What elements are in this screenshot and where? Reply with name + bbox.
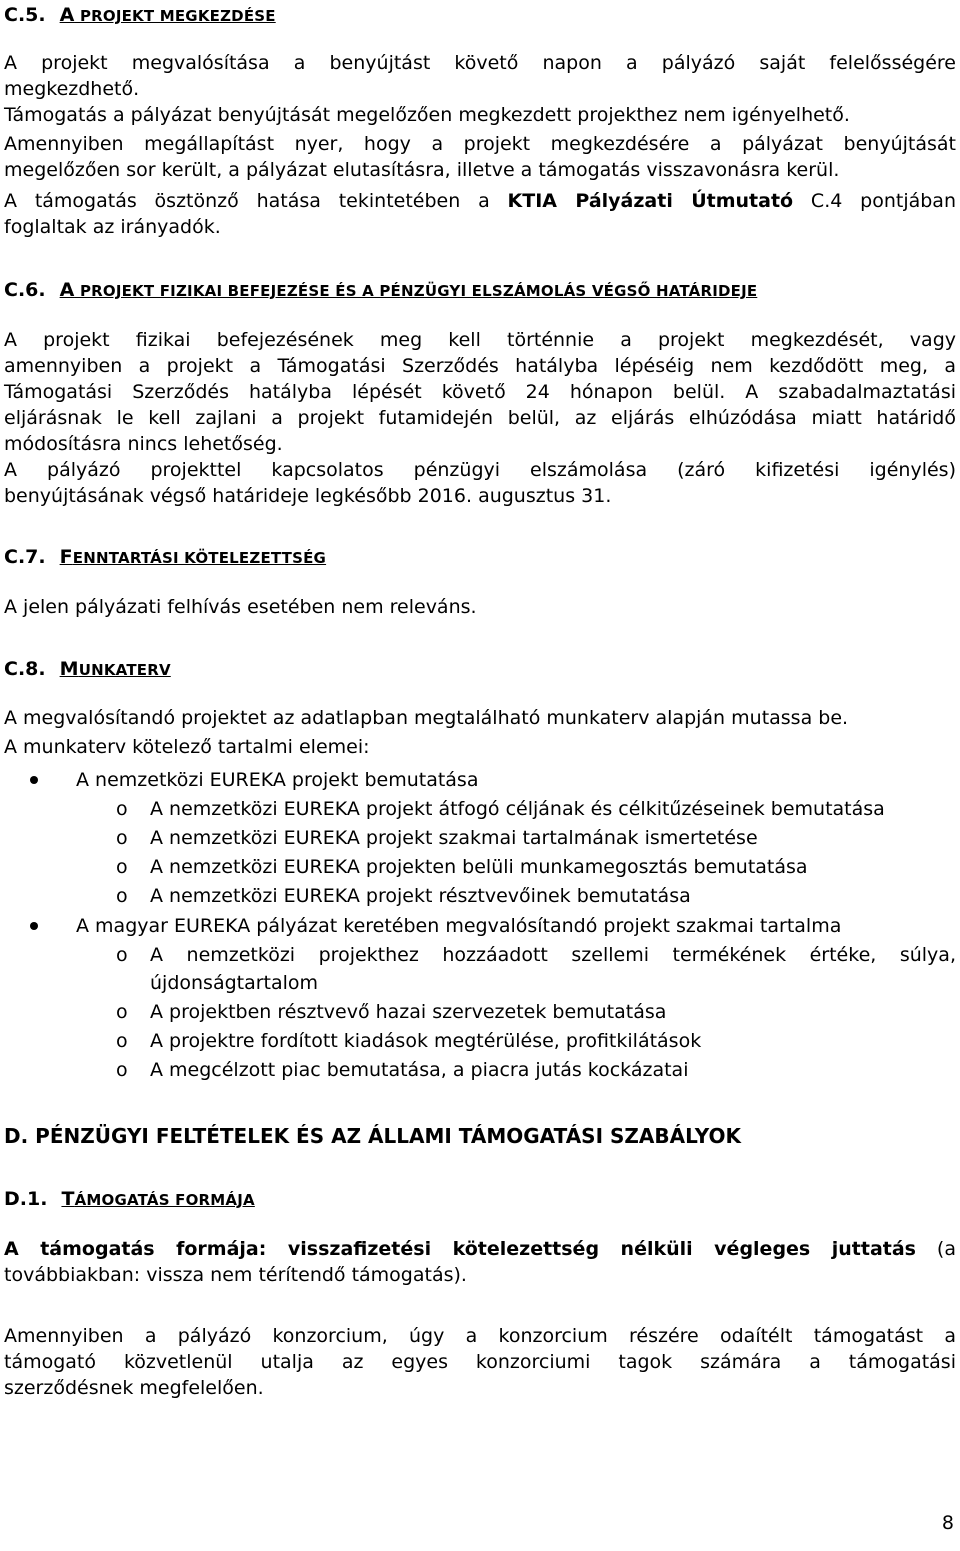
sub-list-item: o A nemzetközi EUREKA projekten belüli munkamegosztás bemutatása [4, 853, 956, 881]
paragraph: Amennyiben a pályázó konzorcium, úgy a konzorcium részére odaítélt támogatást a támogató közvetlenül utalja az egyes konzorciumi tagok számára a támogatási szerződésnek megfelelően. [4, 1325, 956, 1399]
list-item: A magyar EUREKA pályázat keretében megvalósítandó projekt szakmai tartalma [4, 912, 956, 940]
section-heading-c8 [4, 658, 171, 680]
sub-bullet-icon: o [116, 856, 128, 878]
section-title: A PROJEKT FIZIKAI BEFEJEZÉSE ÉS A PÉNZÜGYI ELSZÁMOLÁS VÉGSŐ HATÁRIDEJE [59, 279, 758, 301]
paragraph: A támogatás ösztönző hatása tekintetében a KTIA Pályázati Útmutató C.4 pontjában foglaltak az irányadók. [4, 190, 956, 238]
list-item: A nemzetközi EUREKA projekt bemutatása [4, 766, 956, 794]
section-heading-d1 [4, 1188, 255, 1210]
sub-bullet-icon: o [116, 1030, 128, 1052]
sub-list-item: o A nemzetközi EUREKA projekt résztvevőinek bemutatása [4, 882, 956, 910]
section-number: C.6. [4, 279, 46, 301]
sub-bullet-icon: o [116, 798, 128, 820]
sub-list-item: o A projektre fordított kiadások megtérülése, profitkilátások [4, 1027, 956, 1055]
guide-reference: KTIA Pályázati Útmutató [507, 190, 794, 212]
section-number: C.7. [4, 546, 46, 568]
section-title: TÁMOGATÁS FORMÁJA [61, 1188, 255, 1210]
page-number: 8 [941, 1512, 954, 1534]
section-number: C.5. [4, 4, 46, 26]
sub-bullet-icon: o [116, 1059, 128, 1081]
paragraph: A pályázó projekttel kapcsolatos pénzügyi elszámolása (záró kifizetési igénylés) benyújtásának végső határideje legkésőbb 2016. augusztus 31. [4, 459, 956, 507]
bullet-icon [30, 776, 38, 784]
paragraph: A projekt fizikai befejezésének meg kell történnie a projekt megkezdését, vagy amennyiben a projekt a Támogatási Szerződés hatályba lépéséig nem kezdődött meg, a Támogatási Szerződés hatályba lépését követő 24 hónapon belül. A szabadalmaztatási eljárásnak le kell zajlani a projekt futamidején belül, az eljárás elhúzódása miatt határidő módosításra nincs lehetőség. [4, 329, 956, 455]
sub-bullet-icon: o [116, 1001, 128, 1023]
chapter-heading-d: D. PÉNZÜGYI FELTÉTELEK ÉS AZ ÁLLAMI TÁMOGATÁSI SZABÁLYOK [4, 1124, 741, 1148]
sub-bullet-icon: o [116, 885, 128, 907]
paragraph: A megvalósítandó projektet az adatlapban megtalálható munkaterv alapján mutassa be. [4, 707, 849, 729]
paragraph: Támogatás a pályázat benyújtását megelőzően megkezdett projekthez nem igényelhető. [4, 104, 850, 126]
paragraph: A projekt megvalósítása a benyújtást követő napon a pályázó saját felelősségére megkezdhető. [4, 52, 956, 100]
section-heading-c6 [4, 279, 757, 301]
sub-list-item: o A nemzetközi EUREKA projekt szakmai tartalmának ismertetése [4, 824, 956, 852]
section-number: D.1. [4, 1188, 48, 1210]
sub-list-item: o A megcélzott piac bemutatása, a piacra jutás kockázatai [4, 1056, 956, 1084]
section-heading-c7 [4, 546, 326, 568]
paragraph: A támogatás formája: visszafizetési kötelezettség nélküli végleges juttatás (a továbbiakban: vissza nem térítendő támogatás). [4, 1238, 956, 1286]
paragraph: A jelen pályázati felhívás esetében nem releváns. [4, 596, 477, 618]
paragraph: Amennyiben megállapítást nyer, hogy a projekt megkezdésére a pályázat benyújtását megelőzően sor került, a pályázat elutasításra, illetve a támogatás visszavonásra kerül. [4, 133, 956, 181]
section-title: FENNTARTÁSI KÖTELEZETTSÉG [59, 546, 327, 568]
section-heading-c5 [4, 4, 276, 26]
section-number: C.8. [4, 658, 46, 680]
paragraph: A munkaterv kötelező tartalmi elemei: [4, 736, 370, 758]
sub-bullet-icon: o [116, 827, 128, 849]
section-title: MUNKATERV [59, 658, 171, 680]
bullet-icon [30, 922, 38, 930]
sub-list-item: o A nemzetközi projekthez hozzáadott szellemi termékének értéke, súlya, újdonságtartalom [4, 941, 956, 997]
sub-list-item: o A projektben résztvevő hazai szervezetek bemutatása [4, 998, 956, 1026]
sub-bullet-icon: o [116, 944, 128, 966]
sub-list-item: o A nemzetközi EUREKA projekt átfogó céljának és célkitűzéseinek bemutatása [4, 795, 956, 823]
section-title: A PROJEKT MEGKEZDÉSE [59, 4, 276, 26]
